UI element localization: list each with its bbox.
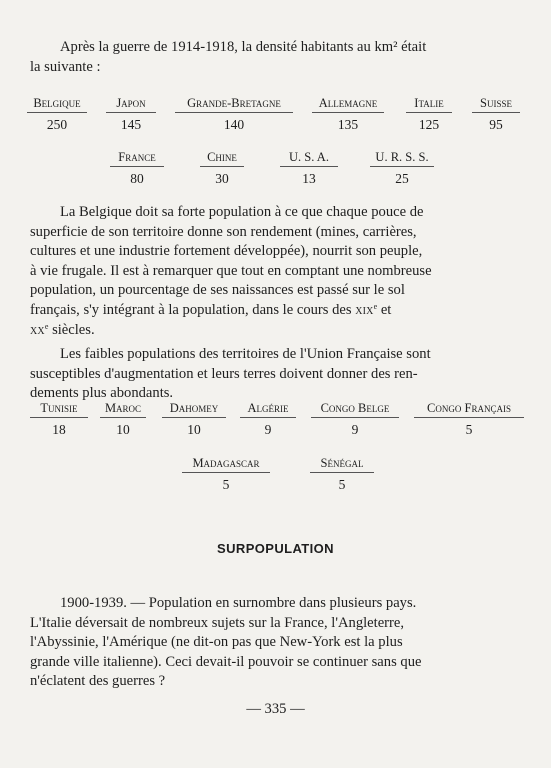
table-cell <box>311 401 399 437</box>
table-cell <box>406 96 452 132</box>
text-line: l'Abyssinie, l'Amérique (ne dit-on pas que New-York est la plus <box>30 634 403 651</box>
country-label: Italie <box>406 96 452 113</box>
table-cell <box>182 456 270 492</box>
table-cell <box>310 456 374 492</box>
table-cell <box>414 401 524 437</box>
table-cell <box>106 96 156 132</box>
text-line: 1900-1939. — Population en surnombre dans plusieurs pays. <box>60 595 417 611</box>
density-value: 18 <box>52 422 66 437</box>
country-label: Chine <box>200 150 244 167</box>
density-value: 10 <box>187 422 201 437</box>
territory-label: Congo Belge <box>311 401 399 418</box>
page-number: — 335 — <box>246 701 305 717</box>
table-cell <box>162 401 226 437</box>
text-line: Les faibles populations des territoires de l'Union Française sont <box>60 346 431 362</box>
territory-label: Dahomey <box>162 401 226 418</box>
territory-label: Maroc <box>100 401 146 418</box>
density-value: 95 <box>489 117 503 132</box>
territory-label: Sénégal <box>310 456 374 473</box>
table-cell <box>110 150 164 186</box>
text-line: dements plus abondants. <box>30 385 174 402</box>
density-value: 135 <box>337 117 359 132</box>
density-value: 30 <box>215 171 229 186</box>
country-label: Allemagne <box>312 96 384 113</box>
country-label: Belgique <box>27 96 87 113</box>
union-francaise-paragraph <box>30 345 520 404</box>
text-line <box>30 321 520 341</box>
table-cell <box>30 401 88 437</box>
territory-label: Congo Français <box>414 401 524 418</box>
text-line: population, un pourcentage de ses naissances est passé sur le sol <box>30 282 405 299</box>
century-numeral: xix <box>355 301 374 318</box>
text-line: n'éclatent des guerres ? <box>30 673 166 690</box>
density-value: 140 <box>223 117 245 132</box>
density-value: 125 <box>418 117 440 132</box>
century-numeral: xx <box>30 321 45 338</box>
territory-label: Madagascar <box>182 456 270 473</box>
country-label: Japon <box>106 96 156 113</box>
text-line: L'Italie déversait de nombreux sujets sur la France, l'Angleterre, <box>30 614 405 631</box>
table-cell <box>370 150 434 186</box>
country-label: Suisse <box>472 96 520 113</box>
density-value: 5 <box>465 422 473 437</box>
territory-label: Algérie <box>240 401 296 418</box>
density-value: 10 <box>116 422 130 437</box>
table-cell <box>200 150 244 186</box>
table-cell <box>280 150 338 186</box>
density-value: 80 <box>130 171 144 186</box>
intro-line: la suivante : <box>30 58 101 75</box>
table-cell <box>472 96 520 132</box>
country-label: Grande-Bretagne <box>175 96 293 113</box>
country-label: U. S. A. <box>280 150 338 167</box>
text-line <box>30 301 520 321</box>
density-value: 250 <box>46 117 68 132</box>
intro-line: Après la guerre de 1914-1918, la densité habitants au km² était <box>60 39 427 55</box>
table-cell <box>312 96 384 132</box>
density-value: 9 <box>351 422 359 437</box>
table-cell <box>175 96 293 132</box>
table-cell <box>100 401 146 437</box>
density-value: 5 <box>338 477 346 492</box>
density-value: 145 <box>120 117 142 132</box>
section-heading: SURPOPULATION <box>217 541 334 556</box>
text-line: superficie de son territoire donne son rendement (mines, carrières, <box>30 223 417 240</box>
text-line: grande ville italienne). Ceci devait-il pouvoir se continuer sans que <box>30 653 422 670</box>
text-line: à vie frugale. Il est à remarquer que tout en comptant une nombreuse <box>30 262 432 279</box>
ordinal-mark: e <box>373 301 378 311</box>
table-cell <box>27 96 87 132</box>
table-cell <box>240 401 296 437</box>
text-line: cultures et une industrie fortement développée), nourrit son peuple, <box>30 243 423 260</box>
ordinal-mark: e <box>44 321 49 331</box>
surpopulation-paragraph <box>30 594 520 692</box>
text-span: et <box>380 301 392 318</box>
density-value: 13 <box>302 171 316 186</box>
text-span: français, s'y intégrant à la population, dans le cours des <box>30 301 352 318</box>
territory-label: Tunisie <box>30 401 88 418</box>
country-label: France <box>110 150 164 167</box>
belgium-paragraph <box>30 203 520 340</box>
text-line: susceptibles d'augmentation et leurs terres doivent donner des ren- <box>30 365 418 382</box>
text-span: siècles. <box>52 321 95 338</box>
density-value: 25 <box>395 171 409 186</box>
country-label: U. R. S. S. <box>370 150 434 167</box>
density-value: 9 <box>264 422 272 437</box>
intro-paragraph <box>30 38 520 77</box>
density-value: 5 <box>222 477 230 492</box>
text-line: La Belgique doit sa forte population à ce que chaque pouce de <box>60 204 424 220</box>
